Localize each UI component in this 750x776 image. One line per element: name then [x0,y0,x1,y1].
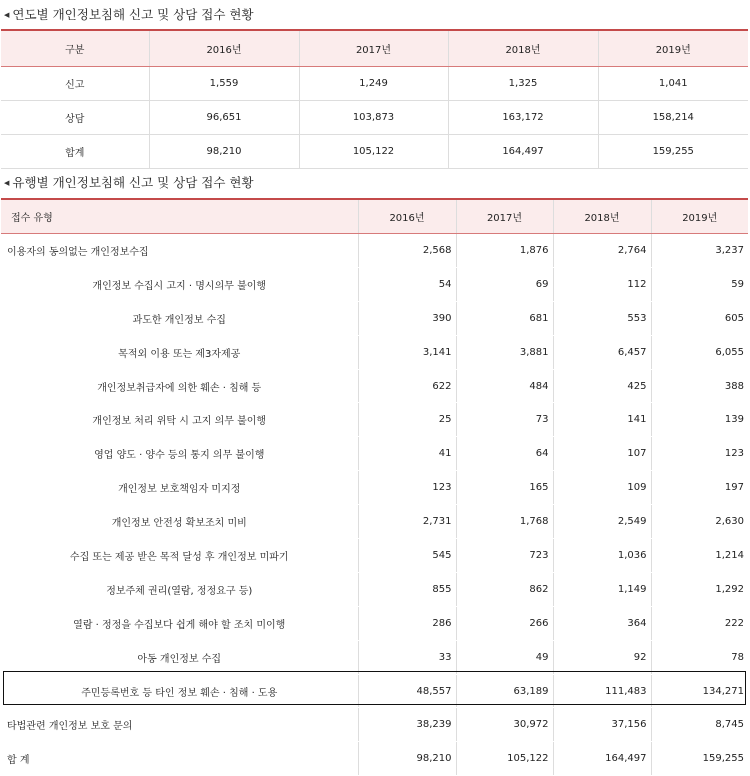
table-row-total [1,135,748,169]
cell-value: 605 [651,301,748,335]
cell-value: 73 [456,403,553,437]
row-label: 과도한 개인정보 수집 [1,301,358,335]
cell-value: 37,156 [553,708,651,742]
row-label: 수집 또는 제공 받은 목적 달성 후 개인정보 미파기 [1,539,358,573]
cell-value: 111,483 [553,674,651,708]
cell-value: 8,745 [651,708,748,742]
row-label: 열람 · 정정을 수집보다 쉽게 해야 할 조치 미이행 [1,606,358,640]
column-header-2019: 2019년 [651,199,748,234]
row-label: 개인정보 보호책임자 미지정 [1,471,358,505]
cell-value: 163,172 [448,101,598,135]
cell-value: 33 [358,640,456,674]
row-label: 정보주체 권리(열람, 정정요구 등) [1,572,358,606]
column-header-2018: 2018년 [448,30,598,67]
cell-value: 1,292 [651,572,748,606]
cell-value: 159,255 [651,742,748,776]
cell-value: 2,764 [553,234,651,268]
cell-value: 41 [358,437,456,471]
cell-value: 30,972 [456,708,553,742]
table-row [1,403,748,437]
cell-value: 139 [651,403,748,437]
column-header-type: 접수 유형 [1,199,358,234]
column-header-2018: 2018년 [553,199,651,234]
cell-value: 2,630 [651,505,748,539]
row-label: 신고 [1,67,149,101]
type-report-table [1,198,748,776]
cell-value: 107 [553,437,651,471]
cell-value: 1,249 [299,67,448,101]
table-row [1,606,748,640]
cell-value: 484 [456,369,553,403]
cell-value: 3,237 [651,234,748,268]
column-header-2017: 2017년 [299,30,448,67]
row-label: 상담 [1,101,149,135]
cell-value: 38,239 [358,708,456,742]
cell-value: 164,497 [553,742,651,776]
table-header-row [1,30,748,67]
column-header-2016: 2016년 [149,30,299,67]
row-label: 합계 [1,135,149,169]
row-label: 개인정보 처리 위탁 시 고지 의무 불이행 [1,403,358,437]
cell-value: 545 [358,539,456,573]
cell-value: 1,214 [651,539,748,573]
table-row [1,335,748,369]
section-title-by-type-text: 유행별 개인정보침해 신고 및 상담 접수 현황 [12,175,254,190]
cell-value: 49 [456,640,553,674]
cell-value: 1,149 [553,572,651,606]
table-row [1,101,748,135]
cell-value: 222 [651,606,748,640]
cell-value: 105,122 [299,135,448,169]
cell-value: 1,876 [456,234,553,268]
cell-value: 165 [456,471,553,505]
table-row-total [1,742,748,776]
cell-value: 425 [553,369,651,403]
table-row [1,369,748,403]
row-label: 개인정보취급자에 의한 훼손 · 침해 등 [1,369,358,403]
cell-value: 6,457 [553,335,651,369]
cell-value: 862 [456,572,553,606]
table-row [1,234,748,268]
cell-value: 96,651 [149,101,299,135]
cell-value: 3,141 [358,335,456,369]
cell-value: 553 [553,301,651,335]
cell-value: 112 [553,267,651,301]
cell-value: 2,549 [553,505,651,539]
column-header-2016: 2016년 [358,199,456,234]
table-row [1,708,748,742]
row-label: 주민등록번호 등 타인 정보 훼손 · 침해 · 도용 [1,674,358,708]
cell-value: 1,768 [456,505,553,539]
cell-value: 103,873 [299,101,448,135]
column-header-2019: 2019년 [598,30,748,67]
table-row [1,539,748,573]
table-row [1,301,748,335]
column-header-category: 구분 [1,30,149,67]
cell-value: 1,325 [448,67,598,101]
section-title-yearly [4,5,254,25]
table-row [1,267,748,301]
cell-value: 158,214 [598,101,748,135]
table-row [1,471,748,505]
cell-value: 723 [456,539,553,573]
cell-value: 6,055 [651,335,748,369]
cell-value: 159,255 [598,135,748,169]
triangle-left-icon: ◀ [4,178,10,187]
row-label: 이용자의 동의없는 개인정보수집 [1,234,358,268]
row-label: 타법관련 개인정보 보호 문의 [1,708,358,742]
yearly-report-table [1,29,748,169]
cell-value: 855 [358,572,456,606]
row-label: 영업 양도 · 양수 등의 통지 의무 불이행 [1,437,358,471]
cell-value: 123 [651,437,748,471]
cell-value: 681 [456,301,553,335]
cell-value: 266 [456,606,553,640]
cell-value: 286 [358,606,456,640]
cell-value: 54 [358,267,456,301]
cell-value: 1,041 [598,67,748,101]
cell-value: 197 [651,471,748,505]
table-row [1,572,748,606]
cell-value: 2,568 [358,234,456,268]
cell-value: 390 [358,301,456,335]
cell-value: 63,189 [456,674,553,708]
section-title-yearly-text: 연도별 개인정보침해 신고 및 상담 접수 현황 [12,7,254,22]
table-row [1,67,748,101]
cell-value: 1,559 [149,67,299,101]
cell-value: 123 [358,471,456,505]
cell-value: 105,122 [456,742,553,776]
cell-value: 364 [553,606,651,640]
cell-value: 98,210 [149,135,299,169]
row-label: 개인정보 수집시 고지 · 명시의무 불이행 [1,267,358,301]
table-row [1,505,748,539]
cell-value: 109 [553,471,651,505]
cell-value: 3,881 [456,335,553,369]
row-label: 개인정보 안전성 확보조치 미비 [1,505,358,539]
cell-value: 388 [651,369,748,403]
cell-value: 2,731 [358,505,456,539]
cell-value: 92 [553,640,651,674]
table-row [1,640,748,674]
cell-value: 59 [651,267,748,301]
cell-value: 48,557 [358,674,456,708]
cell-value: 141 [553,403,651,437]
cell-value: 164,497 [448,135,598,169]
cell-value: 25 [358,403,456,437]
cell-value: 78 [651,640,748,674]
table-header-row [1,199,748,234]
cell-value: 64 [456,437,553,471]
row-label: 아동 개인정보 수집 [1,640,358,674]
section-title-by-type [4,173,254,193]
cell-value: 622 [358,369,456,403]
column-header-2017: 2017년 [456,199,553,234]
cell-value: 69 [456,267,553,301]
row-label: 목적외 이용 또는 제3자제공 [1,335,358,369]
row-label: 합 계 [1,742,358,776]
cell-value: 1,036 [553,539,651,573]
cell-value: 134,271 [651,674,748,708]
triangle-left-icon: ◀ [4,10,10,19]
table-row [1,437,748,471]
cell-value: 98,210 [358,742,456,776]
table-row-highlighted [1,674,748,708]
